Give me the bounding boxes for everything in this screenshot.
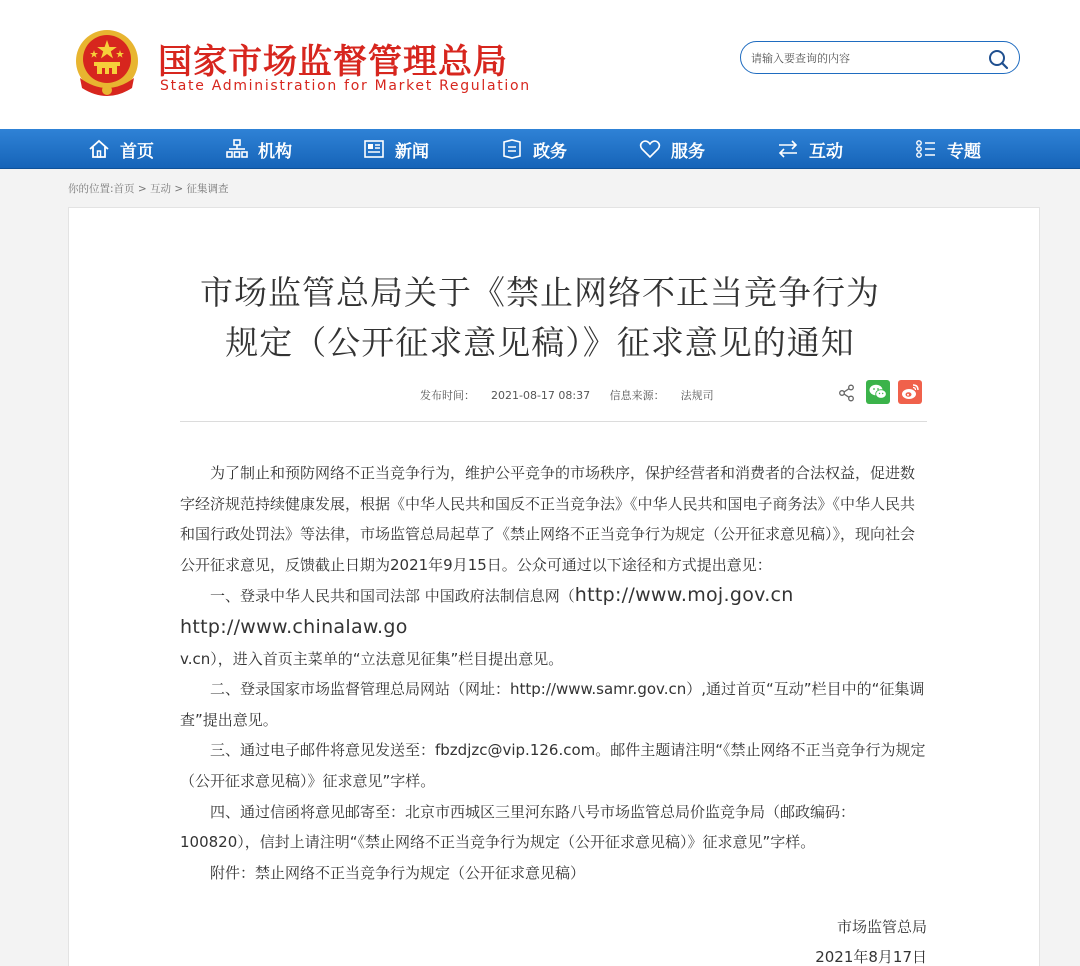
wechat-icon[interactable] (866, 380, 890, 404)
nav-news[interactable] (363, 129, 429, 169)
source-value: 法规司 (680, 389, 714, 402)
breadcrumb-interaction[interactable]: 互动 (150, 183, 172, 195)
title-divider (180, 421, 927, 422)
publish-time-value: 2021-08-17 08:37 (491, 389, 591, 402)
breadcrumb-survey[interactable]: 征集调查 (186, 183, 229, 195)
exchange-arrows-icon (777, 139, 799, 159)
source-label: 信息来源： (609, 389, 665, 402)
article-paragraph: 四、通过信函将意见邮寄至：北京市西城区三里河东路八号市场监管总局价监竞争局（邮政编码：100820），信封上请注明“《禁止网络不正当竞争行为规定（公开征求意见稿）》征求意见”字样。 (180, 802, 856, 852)
article-paragraph: 为了制止和预防网络不正当竞争行为，维护公平竞争的市场秩序，保护经营者和消费者的合法权益，促进数字经济规范持续健康发展，根据《中华人民共和国反不正当竞争法》《中华人民共和国电子商务法》《中华人民共和国行政处罚法》等法律，市场监管总局起草了《禁止网络不正当竞争行为规定（公开征求意见稿）》，现向社会公开征求意见，反馈截止日期为2021年9月15日。公众可通过以下途径和方式提出意见： (180, 464, 916, 574)
article-title-line: 市场监管总局关于《禁止网络不正当竞争行为 (200, 273, 880, 312)
nav-label: 服务 (671, 141, 705, 162)
nav-label: 首页 (120, 141, 154, 162)
article-paragraph (180, 612, 928, 644)
breadcrumb-separator: > (174, 183, 184, 195)
breadcrumb (68, 181, 229, 196)
org-chart-icon (226, 139, 248, 159)
moj-link: http://www.moj.gov.cn (574, 584, 794, 607)
share-icon[interactable] (838, 384, 856, 402)
nav-organization[interactable] (226, 129, 292, 169)
nav-services[interactable] (639, 129, 705, 169)
search-box (740, 41, 1020, 74)
info-source (610, 389, 714, 402)
publish-time-label: 发布时间： (420, 389, 475, 402)
topic-list-icon (915, 139, 937, 159)
nav-label: 互动 (809, 141, 843, 162)
nav-label: 机构 (258, 141, 292, 162)
main-nav (0, 129, 1080, 169)
site-title-cn: 国家市场监督管理总局 (158, 42, 508, 82)
nav-label: 政务 (533, 141, 567, 162)
home-icon (88, 139, 110, 159)
site-header (0, 0, 1080, 129)
article-title-line: 规定（公开征求意见稿）》征求意见的通知 (225, 323, 855, 362)
site-title-en: State Administration for Market Regulation (160, 78, 531, 94)
nav-label: 新闻 (395, 141, 429, 162)
article-body (180, 458, 928, 888)
publish-time (420, 389, 590, 402)
article-paragraph: 三、通过电子邮件将意见发送至：fbzdjzc@vip.126.com。邮件主题请注明“《禁止网络不正当竞争行为规定（公开征求意见稿）》征求意见”字样。 (180, 741, 926, 790)
heart-icon (639, 139, 661, 159)
article-paragraph (180, 580, 928, 612)
search-input[interactable] (751, 48, 976, 68)
news-icon (363, 139, 385, 159)
article-paragraph: 二、登录国家市场监督管理总局网站（网址：http://www.samr.gov.cn）,通过首页“互动”栏目中的“征集调查”提出意见。 (180, 680, 925, 729)
signature-org: 市场监管总局 (836, 918, 927, 936)
article-paragraph: 附件：禁止网络不正当竞争行为规定（公开征求意见稿） (210, 863, 586, 882)
article-meta (420, 387, 714, 403)
article-paragraph: v.cn），进入首页主菜单的“立法意见征集”栏目提出意见。 (180, 649, 564, 668)
signature-date: 2021年8月17日 (815, 948, 927, 966)
breadcrumb-prefix: 你的位置: (68, 183, 114, 195)
government-affairs-icon (501, 139, 523, 159)
breadcrumb-home[interactable]: 首页 (113, 183, 135, 195)
nav-government-affairs[interactable] (501, 129, 567, 169)
weibo-icon[interactable] (898, 380, 922, 404)
nav-home[interactable] (88, 129, 154, 169)
breadcrumb-separator: > (137, 183, 147, 195)
paragraph-text: 一、登录中华人民共和国司法部 中国政府法制信息网（ (210, 587, 575, 606)
chinalaw-link: http://www.chinalaw.go (180, 615, 408, 638)
nav-interaction[interactable] (777, 129, 843, 169)
nav-topics[interactable] (915, 129, 981, 169)
nav-label: 专题 (947, 141, 981, 162)
search-icon[interactable] (987, 48, 1009, 70)
national-emblem-icon (72, 28, 142, 100)
article-title (112, 268, 968, 368)
